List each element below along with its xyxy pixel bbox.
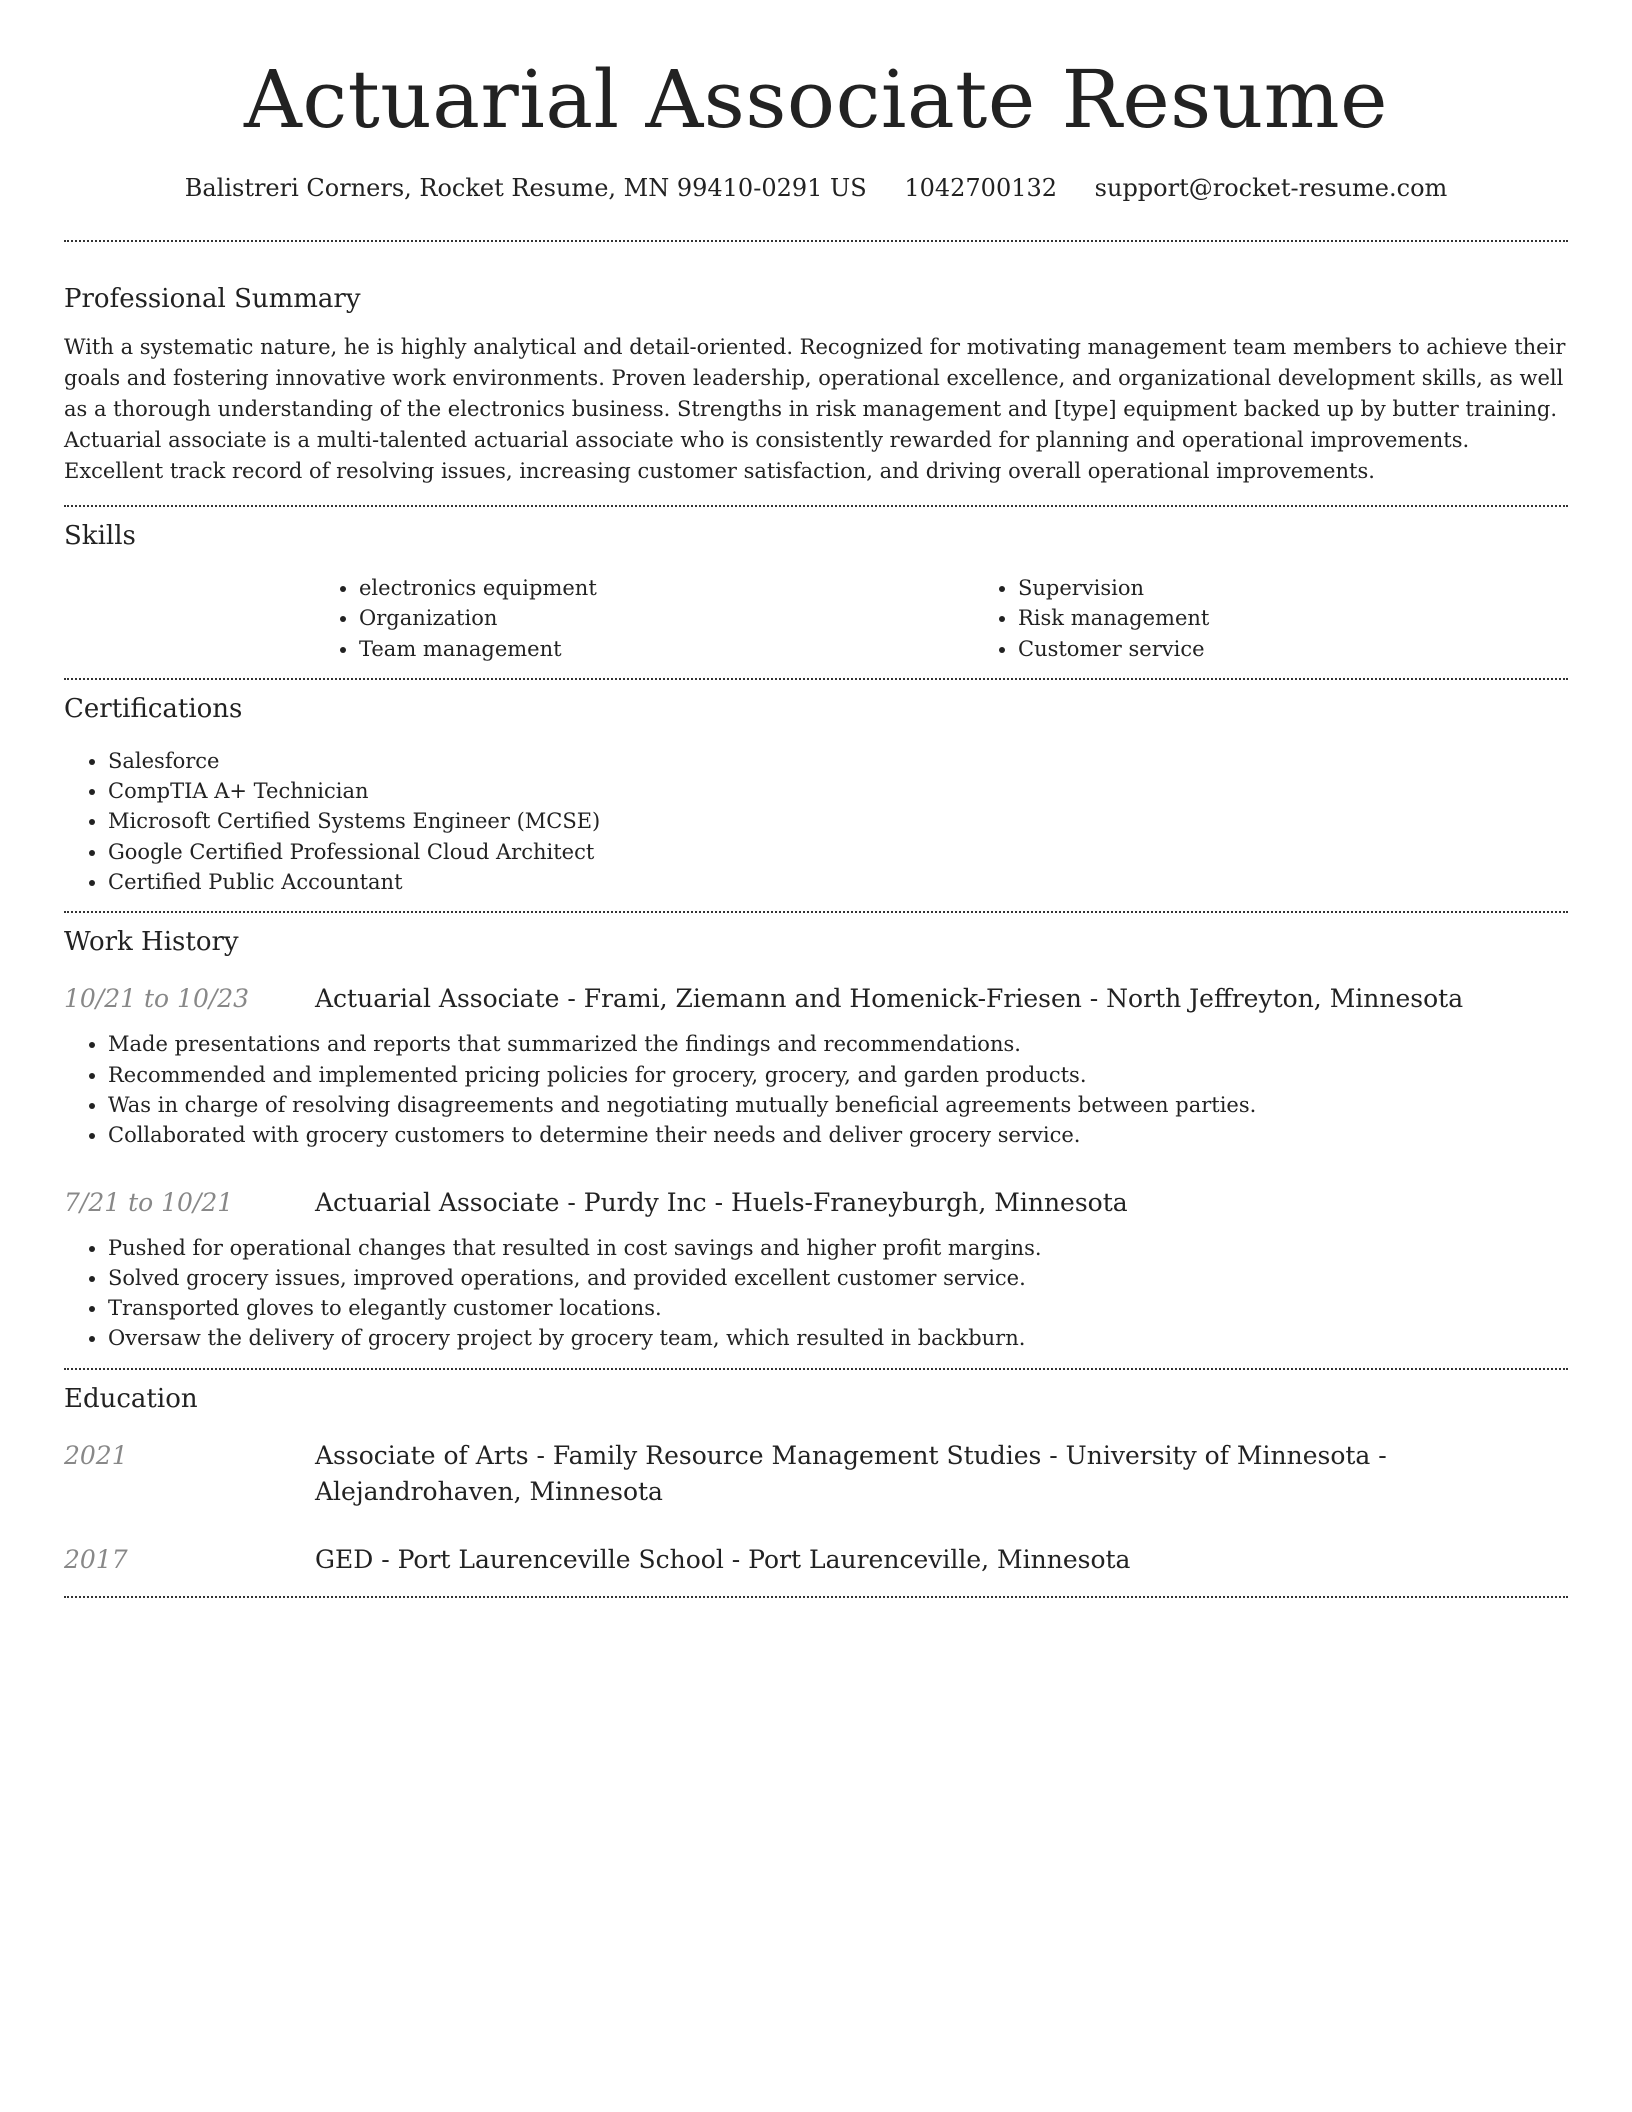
summary-heading: Professional Summary (64, 284, 361, 314)
job-bullet: • Made presentations and reports that summarized the findings and recommendations. (108, 1029, 1568, 1059)
education-entry (64, 1542, 1568, 1578)
job-bullet: • Solved grocery issues, improved operations, and provided excellent customer service. (108, 1263, 1568, 1293)
skills-list-right (974, 573, 1632, 664)
skill-item: • Risk management (1018, 603, 1632, 633)
summary-section (64, 282, 1568, 487)
job-bullet: • Recommended and implemented pricing policies for grocery, grocery, and garden products. (108, 1060, 1568, 1090)
job-bullets (64, 1233, 1568, 1354)
certification-item: • Salesforce (108, 746, 1568, 776)
summary-text: With a systematic nature, he is highly analytical and detail-oriented. Recognized for motivating management team members to achieve their goals and fostering innovative work environments. Proven leadership, operational excellence, and organizational development skills, as well as a thorough understanding of the electronics business. Strengths in risk management and [type] equipment backed up by butter training. Actuarial associate is a multi-talented actuarial associate who is consistently rewarded for planning and operational improvements. Excellent track record of resolving issues, increasing customer satisfaction, and driving overall operational improvements. (64, 335, 1566, 483)
education-section (64, 1382, 1568, 1578)
job-title: Actuarial Associate - Frami, Ziemann and Homenick-Friesen - North Jeffreyton, Minnesota (315, 984, 1464, 1014)
skills-heading: Skills (64, 521, 136, 551)
job-bullet: • Pushed for operational changes that resulted in cost savings and higher profit margins. (108, 1233, 1568, 1263)
skill-item: • Customer service (1018, 634, 1632, 664)
contact-line (64, 170, 1568, 206)
education-heading: Education (64, 1383, 198, 1414)
job-entry (64, 1185, 1568, 1221)
skills-section (64, 519, 1568, 664)
job-bullet: • Oversaw the delivery of grocery project by grocery team, which resulted in backburn. (108, 1323, 1568, 1353)
resume-title: Actuarial Associate Resume (244, 53, 1388, 146)
skills-list-left (315, 573, 974, 664)
job-dates: 10/21 to 10/23 (64, 984, 250, 1014)
education-school: - Port Laurenceville School - Port Laurenceville, Minnesota (373, 1544, 1131, 1574)
work-history-heading: Work History (64, 927, 239, 958)
divider (64, 1596, 1568, 1598)
job-title: Actuarial Associate - Purdy Inc - Huels-Franeyburgh, Minnesota (315, 1187, 1128, 1217)
job-dates: 7/21 to 10/21 (64, 1187, 234, 1217)
divider (64, 240, 1568, 242)
education-title (315, 1542, 1568, 1578)
divider (64, 505, 1568, 507)
skill-item: • electronics equipment (359, 573, 974, 603)
job-bullet: • Was in charge of resolving disagreements and negotiating mutually beneficial agreements between parties. (108, 1090, 1568, 1120)
certifications-list (64, 746, 1568, 897)
certification-item: • Certified Public Accountant (108, 867, 1568, 897)
certification-item: • CompTIA A+ Technician (108, 776, 1568, 806)
education-degree: Associate of Arts - Family Resource Management Studies (315, 1440, 1042, 1470)
job-bullets (64, 1029, 1568, 1150)
skills-grid (315, 573, 1568, 664)
divider (64, 911, 1568, 913)
education-entry (64, 1438, 1568, 1510)
certifications-heading: Certifications (64, 693, 243, 724)
certification-item: • Microsoft Certified Systems Engineer (MCSE) (108, 806, 1568, 836)
certifications-section (64, 692, 1568, 897)
education-year: 2017 (64, 1544, 128, 1574)
skill-item: • Supervision (1018, 573, 1632, 603)
education-school: - University of Minnesota - Alejandrohaven, Minnesota (315, 1440, 1387, 1506)
certification-item: • Google Certified Professional Cloud Architect (108, 837, 1568, 867)
education-year: 2021 (64, 1440, 128, 1470)
education-title (315, 1438, 1568, 1510)
skill-item: • Team management (359, 634, 974, 664)
skill-item: • Organization (359, 603, 974, 633)
contact-email[interactable]: support@rocket-resume.com (1094, 174, 1448, 202)
contact-address: Balistreri Corners, Rocket Resume, MN 99410-0291 US (184, 174, 867, 202)
work-history-section (64, 925, 1568, 1353)
job-entry (64, 981, 1568, 1017)
education-degree: GED (315, 1544, 374, 1574)
resume-page (64, 0, 1568, 1598)
job-bullet: • Transported gloves to elegantly customer locations. (108, 1293, 1568, 1323)
contact-phone: 1042700132 (904, 174, 1058, 202)
job-bullet: • Collaborated with grocery customers to determine their needs and deliver grocery service. (108, 1120, 1568, 1150)
divider (64, 678, 1568, 680)
divider (64, 1368, 1568, 1370)
